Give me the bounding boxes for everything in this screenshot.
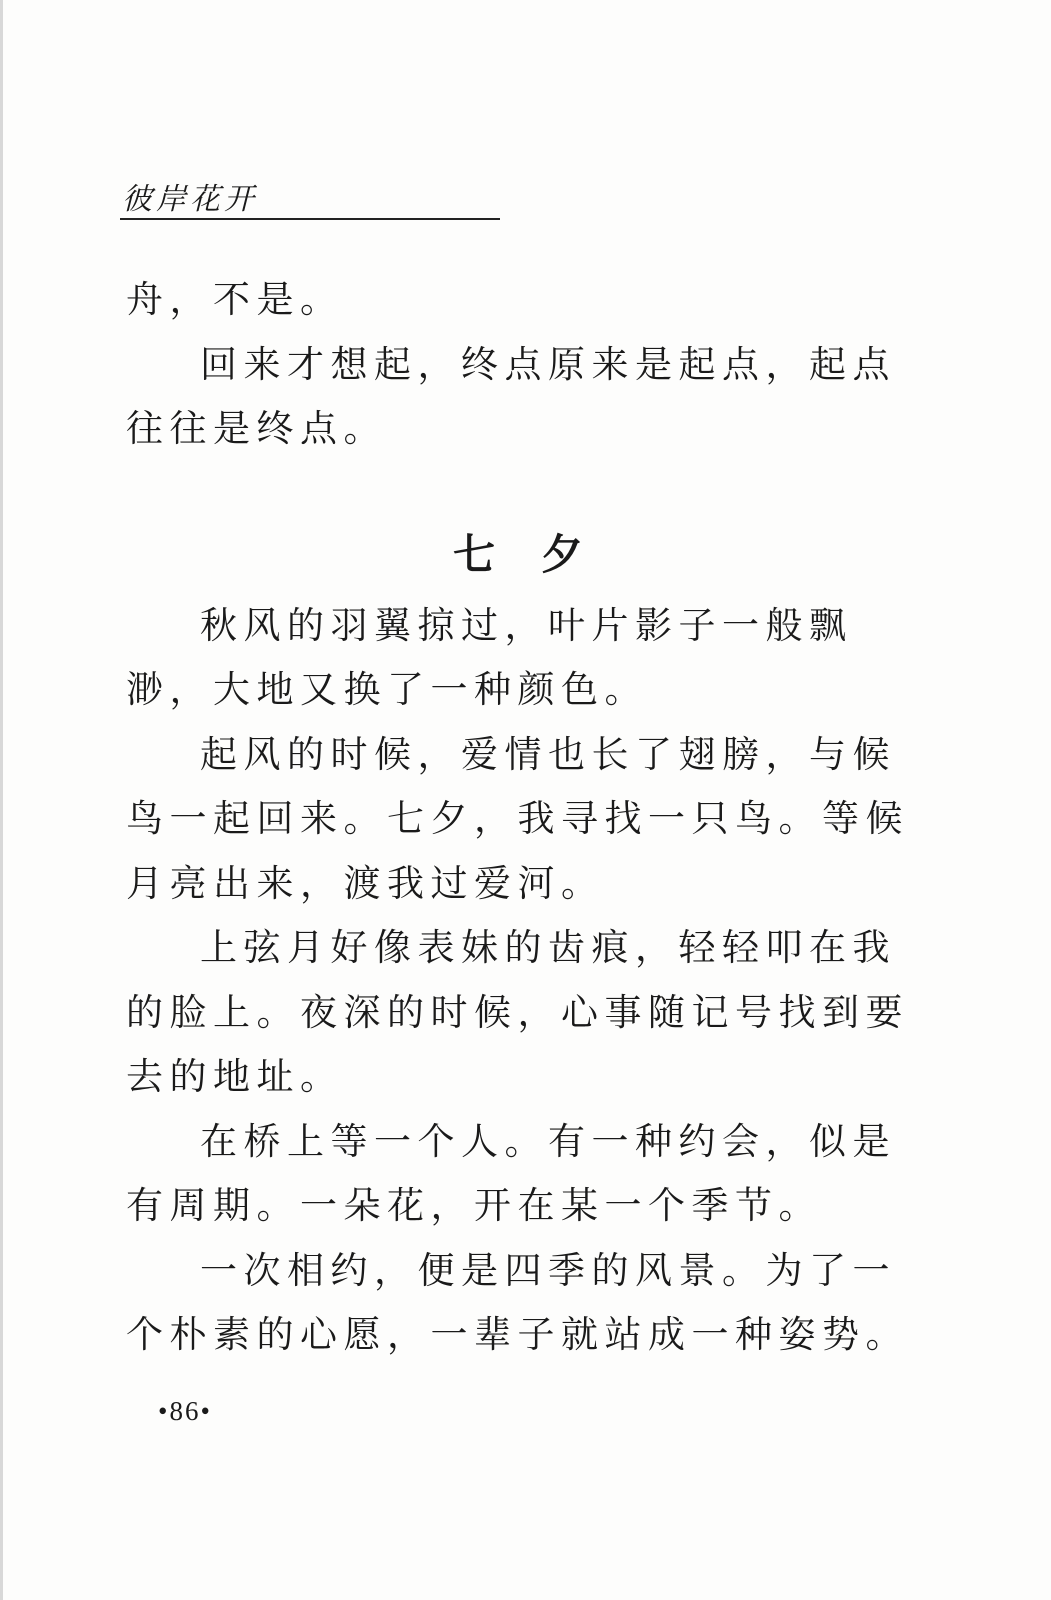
body-text — [126, 268, 916, 1368]
paragraph: 在桥上等一个人。有一种约会，似是有周期。一朵花，开在某一个季节。 — [126, 1119, 896, 1227]
header-rule — [120, 218, 500, 220]
paragraph: 一次相约，便是四季的风景。为了一个朴素的心愿，一辈子就站成一种姿势。 — [126, 1248, 909, 1356]
page-edge-shadow — [0, 0, 3, 1600]
paragraph: 秋风的羽翼掠过，叶片影子一般飘渺，大地又换了一种颜色。 — [126, 603, 853, 711]
page-number: •86• — [158, 1396, 212, 1426]
section-title: 七夕 — [452, 529, 629, 579]
running-header-title: 彼岸花开 — [122, 182, 258, 217]
paragraph: 起风的时候，爱情也长了翅膀，与候鸟一起回来。七夕，我寻找一只鸟。等候月亮出来，渡我过爱河。 — [126, 732, 909, 905]
paragraph: 回来才想起，终点原来是起点，起点往往是终点。 — [126, 342, 896, 450]
paragraph-continued: 舟，不是。 — [126, 278, 344, 321]
paragraph: 上弦月好像表妹的齿痕，轻轻叩在我的脸上。夜深的时候，心事随记号找到要去的地址。 — [126, 926, 909, 1098]
